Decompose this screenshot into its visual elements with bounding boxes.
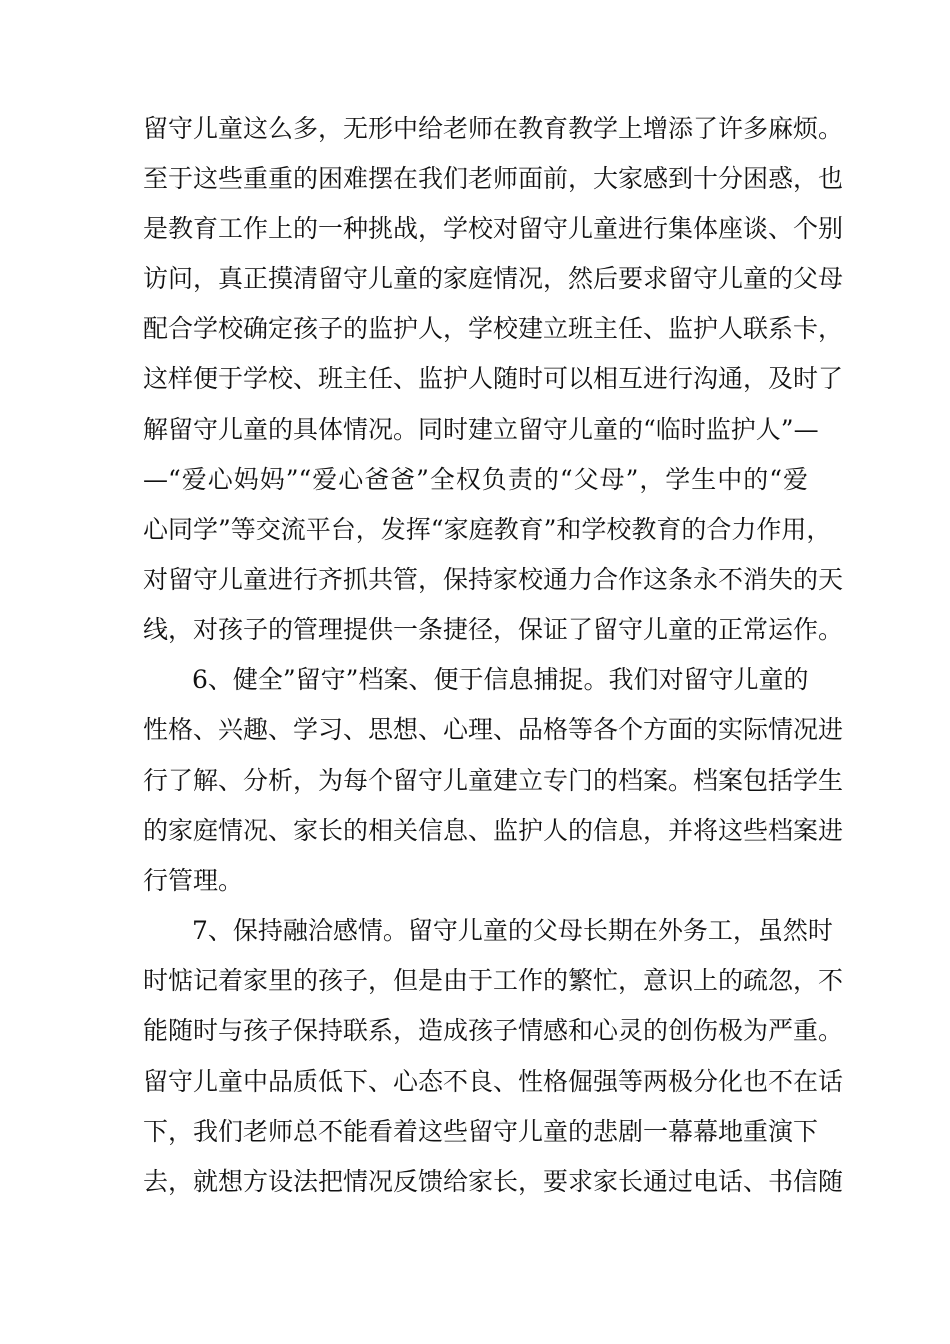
text-line: 心同学”等交流平台，发挥“家庭教育”和学校教育的合力作用， [143, 515, 832, 544]
text-line: 的家庭情况、家长的相关信息、监护人的信息，并将这些档案进 [143, 816, 844, 845]
text-line: 行管理。 [143, 866, 244, 895]
text-line: 行了解、分析，为每个留守儿童建立专门的档案。档案包括学生 [143, 766, 844, 795]
text-line: 时惦记着家里的孩子，但是由于工作的繁忙，意识上的疏忽，不 [143, 966, 844, 995]
text-line: 对留守儿童进行齐抓共管，保持家校通力合作这条永不消失的天 [143, 565, 844, 594]
text-line: 这样便于学校、班主任、监护人随时可以相互进行沟通，及时了 [143, 364, 844, 393]
paragraph-7-first-line: 7、保持融洽感情。留守儿童的父母长期在外务工，虽然时 [192, 916, 833, 945]
text-line: 配合学校确定孩子的监护人，学校建立班主任、监护人联系卡， [143, 314, 844, 343]
text-line: —“爱心妈妈”“爱心爸爸”全权负责的“父母”，学生中的“爱 [143, 465, 808, 494]
text-line: 能随时与孩子保持联系，造成孩子情感和心灵的创伤极为严重。 [143, 1016, 844, 1045]
text-line: 下，我们老师总不能看着这些留守儿童的悲剧一幕幕地重演下 [143, 1117, 819, 1146]
text-line: 性格、兴趣、学习、思想、心理、品格等各个方面的实际情况进 [143, 715, 844, 744]
text-line: 留守儿童这么多，无形中给老师在教育教学上增添了许多麻烦。 [143, 114, 844, 143]
text-line: 至于这些重重的困难摆在我们老师面前，大家感到十分困惑，也 [143, 164, 844, 193]
text-line: 留守儿童中品质低下、心态不良、性格倔强等两极分化也不在话 [143, 1067, 844, 1096]
text-line: 线，对孩子的管理提供一条捷径，保证了留守儿童的正常运作。 [143, 615, 844, 644]
text-line: 去，就想方设法把情况反馈给家长，要求家长通过电话、书信随 [143, 1167, 844, 1196]
paragraph-6-first-line: 6、健全”留守”档案、便于信息捕捉。我们对留守儿童的 [192, 665, 809, 694]
text-line: 访问，真正摸清留守儿童的家庭情况，然后要求留守儿童的父母 [143, 264, 844, 293]
text-line: 是教育工作上的一种挑战，学校对留守儿童进行集体座谈、个别 [143, 214, 844, 243]
text-line: 解留守儿童的具体情况。同时建立留守儿童的“临时监护人”— [143, 415, 819, 444]
